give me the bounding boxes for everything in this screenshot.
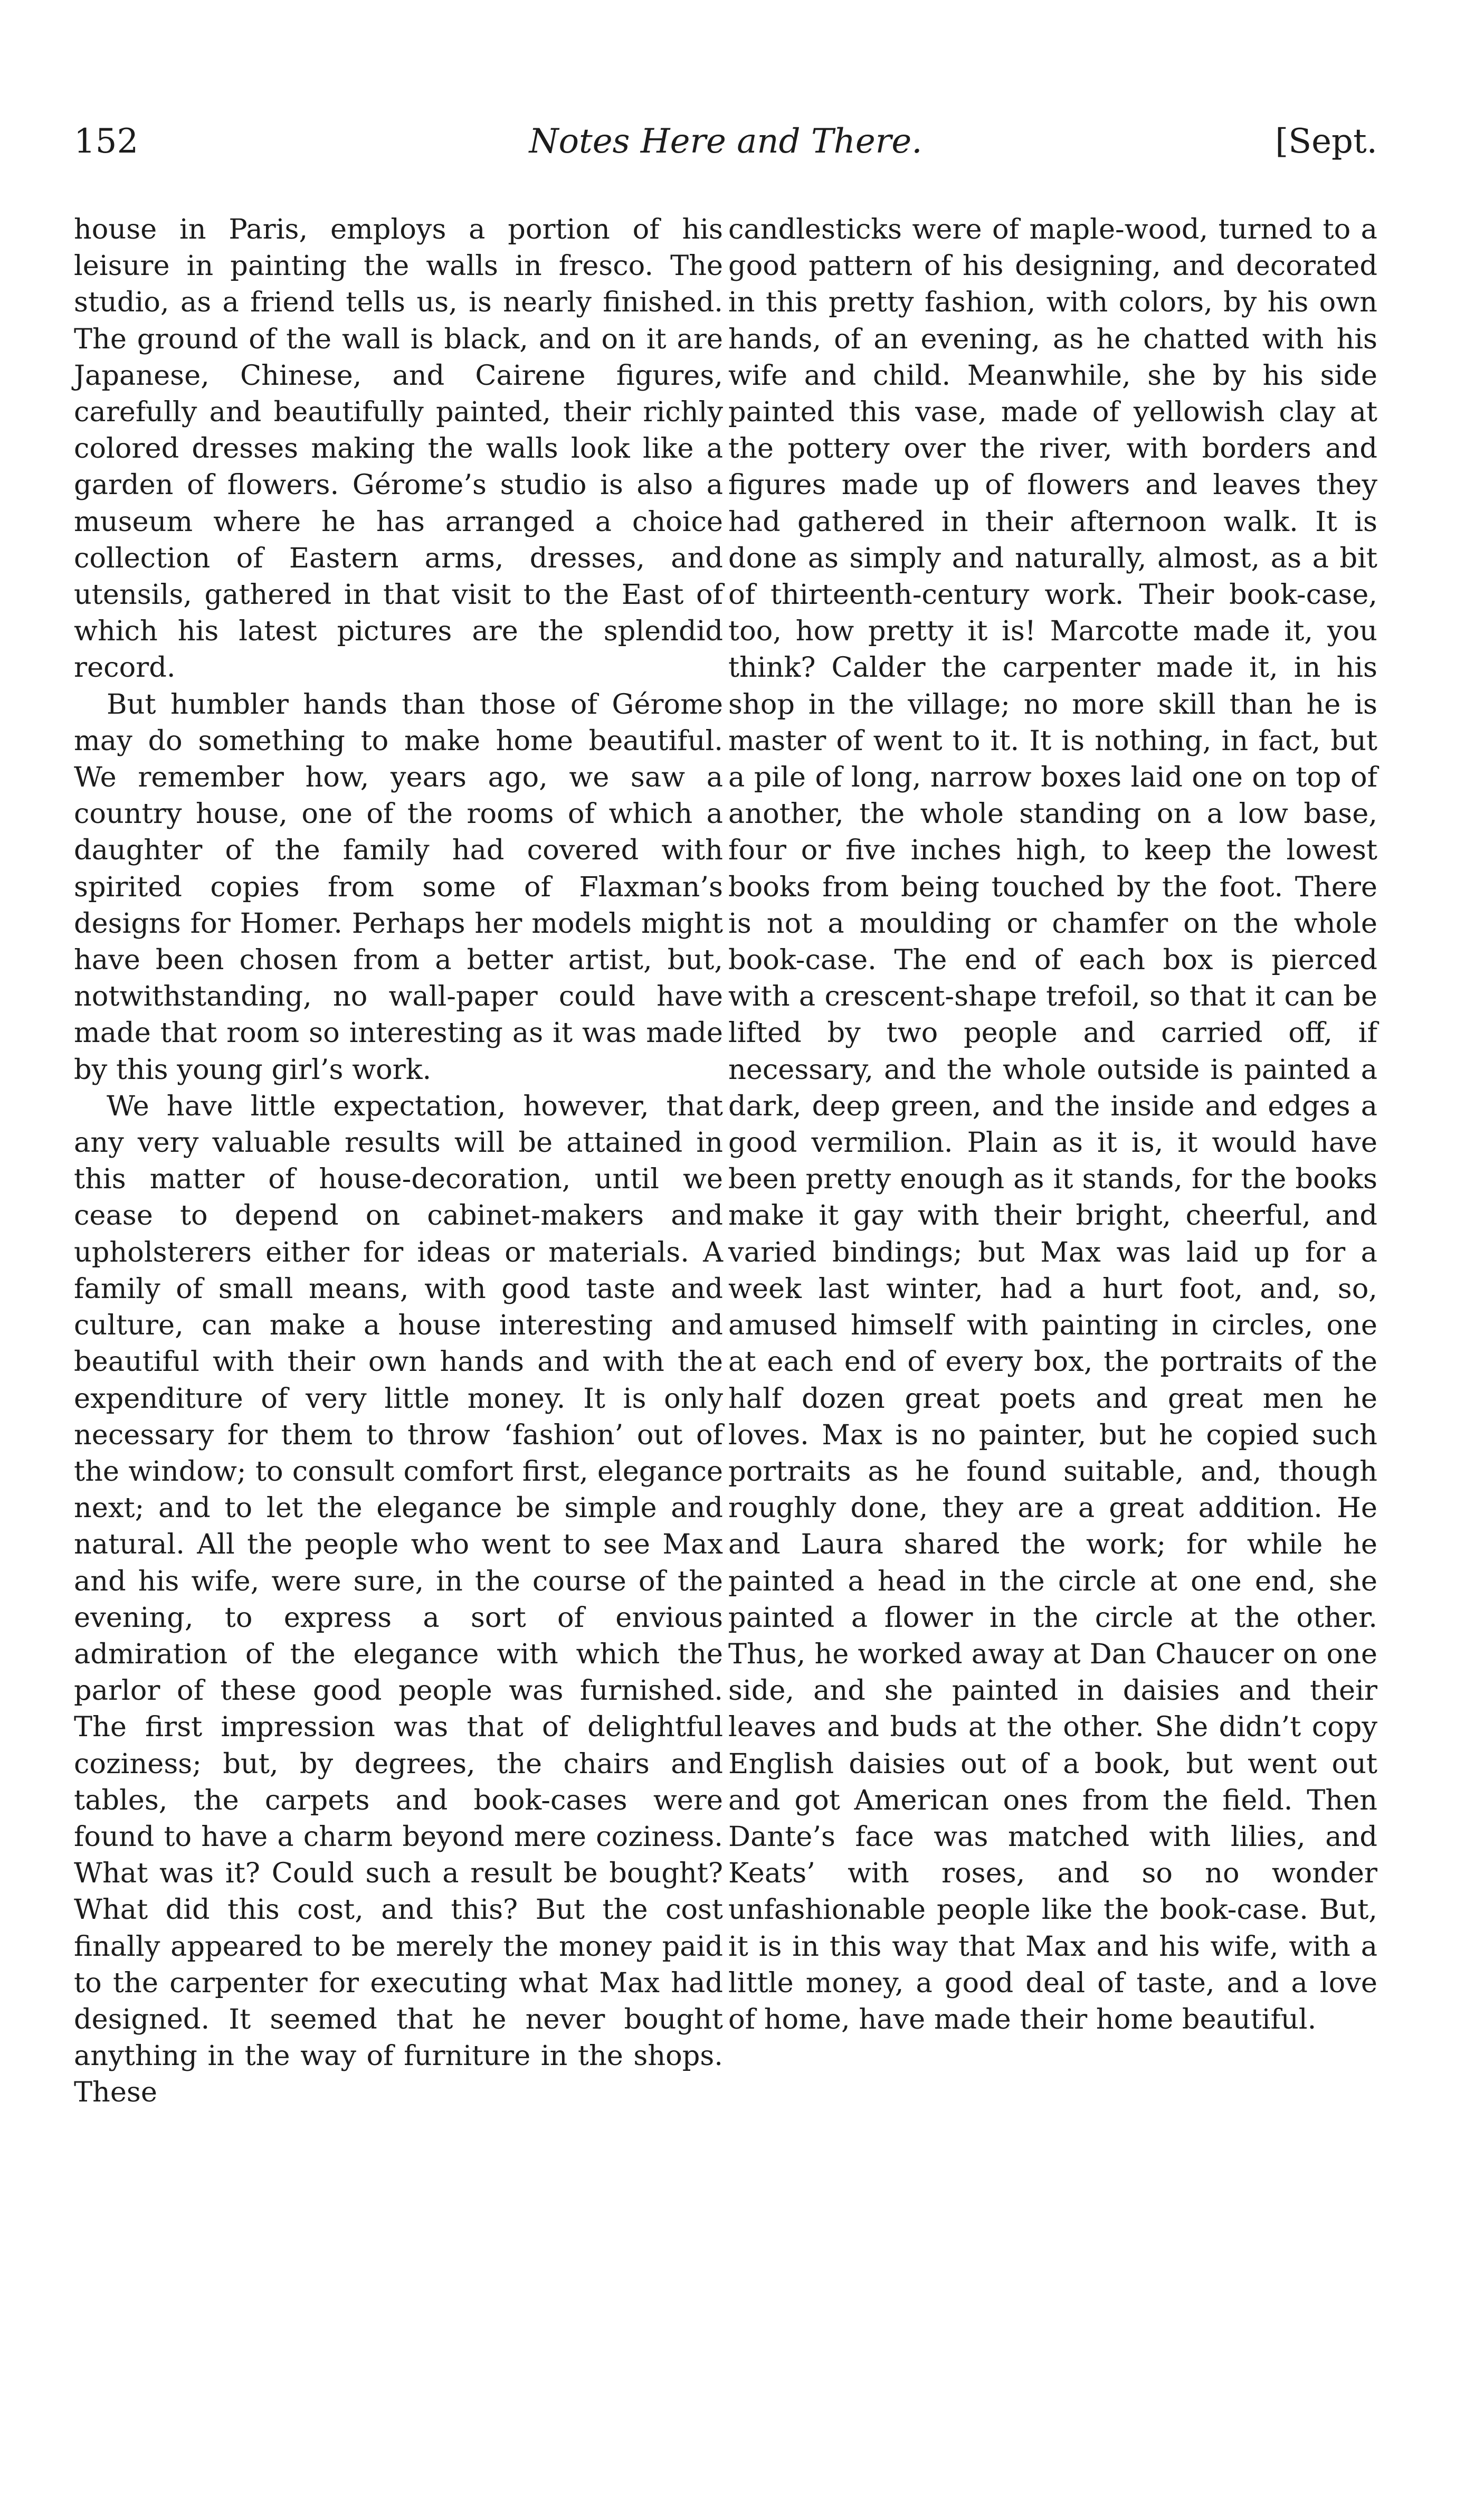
paragraph: We have little expectation, however, that any very valuable results will be attained in this matter of house-decoration, until we cease to depend on cabinet-makers and upholsterers either for ideas or materials. A family of small means, with good taste and culture, can make a house interesting and beautiful with their own hands and with the expenditure of very little money. It is only necessary for them to throw ‘fashion’ out of the window; to consult comfort first, elegance next; and to let the elegance be simple and natural. All the people who went to see Max and his wife, were sure, in the course of the evening, to express a sort of envious admiration of the elegance with which the parlor of these good people was furnished. The first impression was that of delightful coziness; but, by degrees, the chairs and tables, the carpets and book-cases were found to have a charm beyond mere coziness. What was it? Could such a result be bought? What did this cost, and this? But the cost finally appeared to be merely the money paid to the carpenter for executing what Max had designed. It seemed that he never bought anything in the way of furniture in the shops. These [74, 1090, 723, 2109]
running-date: [Sept. [1275, 122, 1377, 161]
left-column [74, 211, 723, 2111]
running-title: Notes Here and There. [529, 122, 922, 161]
right-column [728, 211, 1377, 2038]
paragraph: But humbler hands than those of Gérome may do something to make home beautiful. We remember how, years ago, we saw a country house, one of the rooms of which a daughter of the family had covered with spirited copies from some of Flaxman’s designs for Homer. Perhaps her models might have been chosen from a better artist, but, notwithstanding, no wall-paper could have made that room so interesting as it was made by this young girl’s work. [74, 688, 723, 1086]
paragraph: house in Paris, employs a portion of his leisure in painting the walls in fresco. The studio, as a friend tells us, is nearly finished. The ground of the wall is black, and on it are Japanese, Chinese, and Cairene figures, carefully and beautifully painted, their richly colored dresses making the walls look like a garden of flowers. Gérome’s studio is also a museum where he has arranged a choice collection of Eastern arms, dresses, and utensils, gathered in that visit to the East of which his latest pictures are the splendid record. [74, 213, 723, 684]
paragraph: candlesticks were of maple-wood, turned to a good pattern of his designing, and decorated in this pretty fashion, with colors, by his own hands, of an evening, as he chatted with his wife and child. Meanwhile, she by his side painted this vase, made of yellowish clay at the pottery over the river, with borders and figures made up of flowers and leaves they had gathered in their afternoon walk. It is done as simply and naturally, almost, as a bit of thirteenth-century work. Their book-case, too, how pretty it is! Marcotte made it, you think? Calder the carpenter made it, in his shop in the village; no more skill than he is master of went to it. It is nothing, in fact, but a pile of long, narrow boxes laid one on top of another, the whole standing on a low base, four or five inches high, to keep the lowest books from being touched by the foot. There is not a moulding or chamfer on the whole book-case. The end of each box is pierced with a crescent-shape trefoil, so that it can be lifted by two people and carried off, if necessary, and the whole outside is painted a dark, deep green, and the inside and edges a good vermilion. Plain as it is, it would have been pretty enough as it stands, for the books make it gay with their bright, cheerful, and varied bindings; but Max was laid up for a week last winter, had a hurt foot, and, so, amused himself with painting in circles, one at each end of every box, the portraits of the half dozen great poets and great men he loves. Max is no painter, but he copied such portraits as he found suitable, and, though roughly done, they are a great addition. He and Laura shared the work; for while he painted a head in the circle at one end, she painted a flower in the circle at the other. Thus, he worked away at Dan Chaucer on one side, and she painted in daisies and their leaves and buds at the other. She didn’t copy English daisies out of a book, but went out and got American ones from the field. Then Dante’s face was matched with lilies, and Keats’ with roses, and so no wonder unfashionable people like the book-case. But, it is in this way that Max and his wife, with a little money, a good deal of taste, and a love of home, have made their home beautiful. [728, 213, 1377, 2035]
page-number: 152 [74, 122, 139, 161]
running-header [74, 110, 1377, 173]
